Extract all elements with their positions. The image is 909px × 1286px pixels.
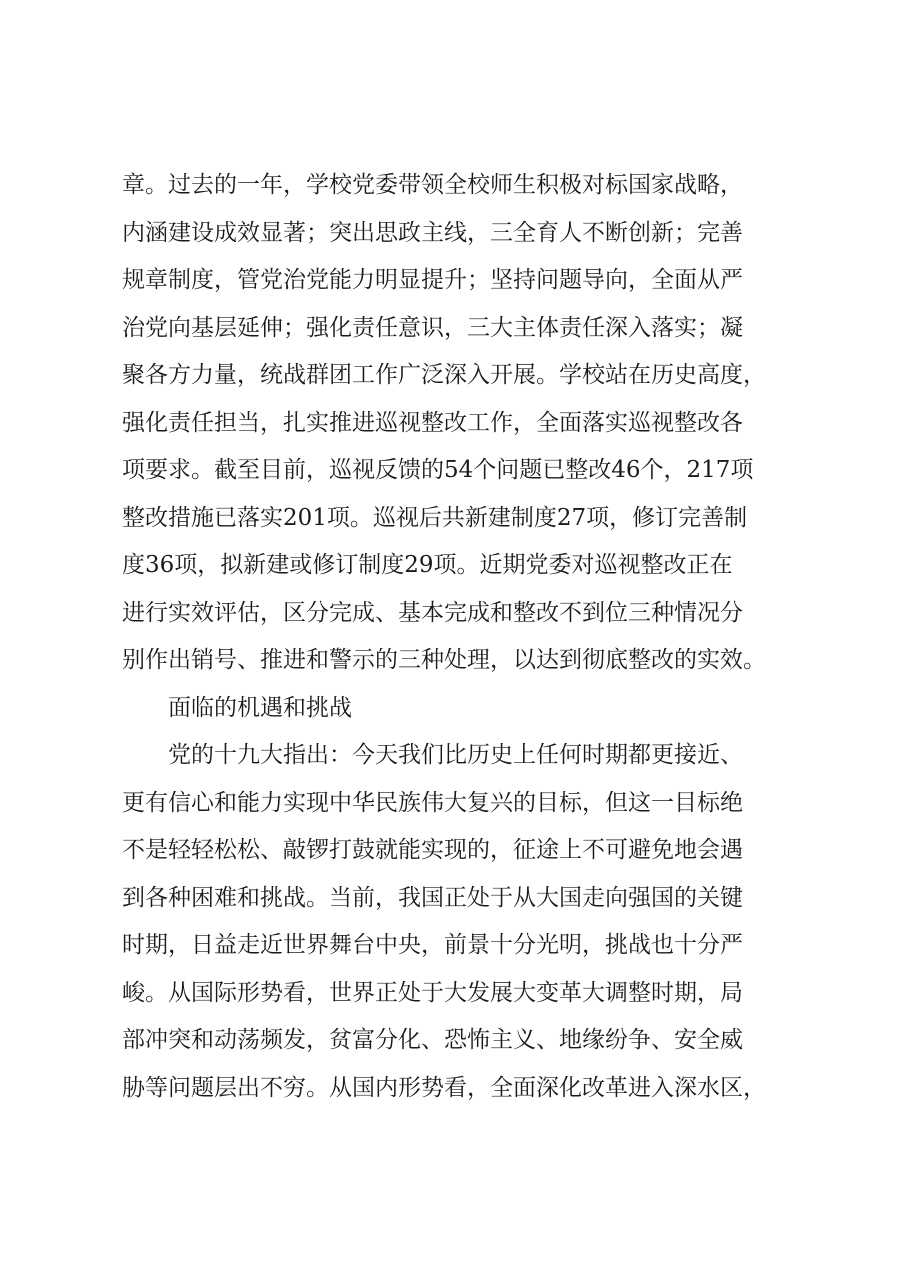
- text-line: 整改措施已落实201项。巡视后共新建制度27项，修订完善制: [122, 504, 748, 531]
- section-heading: 面临的机遇和挑战: [168, 694, 352, 721]
- text-line: 党的十九大指出：今天我们比历史上任何时期都更接近、: [168, 742, 743, 768]
- text-line: 进行实效评估，区分完成、基本完成和整改不到位三种情况分: [122, 599, 743, 626]
- text-line: 部冲突和动荡频发，贫富分化、恐怖主义、地缘纷争、安全威: [122, 1027, 743, 1053]
- text-line: 内涵建设成效显著；突出思政主线，三全育人不断创新；完善: [122, 219, 743, 246]
- text-line: 强化责任担当，扎实推进巡视整改工作，全面落实巡视整改各: [122, 409, 743, 436]
- text-line: 到各种困难和挑战。当前，我国正处于从大国走向强国的关键: [122, 884, 743, 911]
- text-line: 章。过去的一年，学校党委带领全校师生积极对标国家战略，: [122, 172, 743, 198]
- text-line: 项要求。截至目前，巡视反馈的54个问题已整改46个，217项: [122, 457, 754, 483]
- text-line: 时期，日益走近世界舞台中央，前景十分光明，挑战也十分严: [122, 932, 743, 958]
- body-text: [122, 162, 812, 1112]
- text-line: 别作出销号、推进和警示的三种处理，以达到彻底整改的实效。: [122, 647, 766, 673]
- text-line: 峻。从国际形势看，世界正处于大发展大变革大调整时期，局: [122, 979, 743, 1006]
- text-line: 胁等问题层出不穷。从国内形势看，全面深化改革进入深水区，: [122, 1074, 766, 1101]
- text-line: 不是轻轻松松、敲锣打鼓就能实现的，征途上不可避免地会遇: [122, 837, 743, 863]
- text-line: 规章制度，管党治党能力明显提升；坚持问题导向，全面从严: [122, 267, 743, 293]
- text-line: 治党向基层延伸；强化责任意识，三大主体责任深入落实；凝: [122, 314, 743, 341]
- text-line: 度36项，拟新建或修订制度29项。近期党委对巡视整改正在: [122, 552, 733, 578]
- text-line: 聚各方力量，统战群团工作广泛深入开展。学校站在历史高度，: [122, 362, 766, 388]
- text-line: 更有信心和能力实现中华民族伟大复兴的目标，但这一目标绝: [122, 789, 743, 816]
